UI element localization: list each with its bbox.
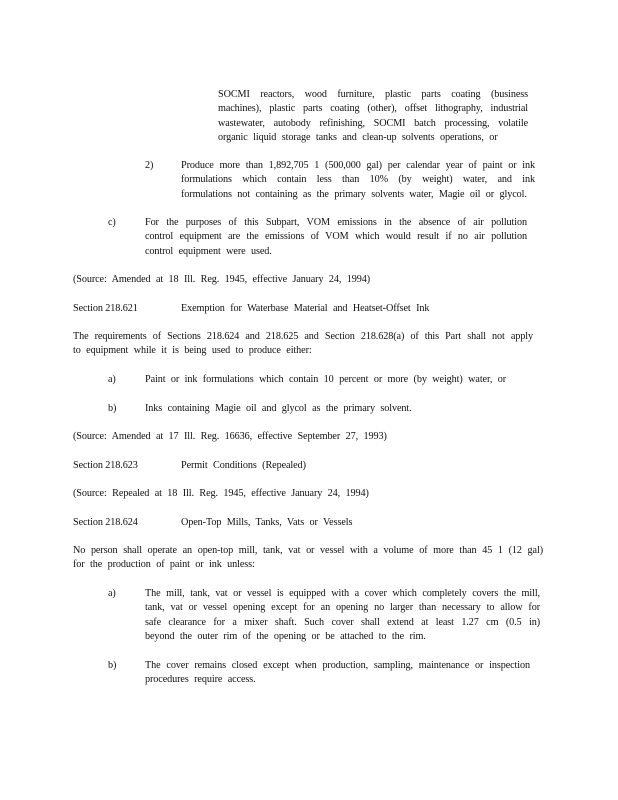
list-marker-a: a) <box>108 588 116 599</box>
source-note: (Source: Repealed at 18 Ill. Reg. 1945, effective January 24, 1994) <box>73 488 369 499</box>
section-paragraph: No person shall operate an open-top mill, tank, vat or vessel with a volume of more than 45 1 (12 gal) for the production of paint or ink unless: <box>73 545 543 571</box>
list-marker-b: b) <box>108 660 117 671</box>
section-number: Section 218.621 <box>73 303 138 314</box>
list-item-b-text: The cover remains closed except when production, sampling, maintenance or inspection procedures require access. <box>145 660 530 686</box>
list-item-a-text: Paint or ink formulations which contain 10 percent or more (by weight) water, or <box>145 374 507 385</box>
list-marker-c: c) <box>108 217 116 228</box>
list-item-2-text: Produce more than 1,892,705 1 (500,000 gal) per calendar year of paint or ink formulations which contain less than 10% (by weight) water, and ink formulations not containing as the primary solvents water, Magie oil or glycol. <box>181 160 535 200</box>
source-note: (Source: Amended at 18 Ill. Reg. 1945, effective January 24, 1994) <box>73 274 371 285</box>
section-title: Permit Conditions (Repealed) <box>181 460 306 471</box>
section-paragraph: The requirements of Sections 218.624 and 218.625 and Section 218.628(a) of this Part shall not apply to equipment while it is being used to produce either: <box>73 331 533 357</box>
continuation-text: SOCMI reactors, wood furniture, plastic parts coating (business machines), plastic parts coating (other), offset lithography, industrial wastewater, autobody refinishing, SOCMI batch processing, volatile organic liquid storage tanks and clean-up solvents operations, or <box>218 89 528 144</box>
section-number: Section 218.623 <box>73 460 138 471</box>
list-item-a-text: The mill, tank, vat or vessel is equipped with a cover which completely covers the mill, tank, vat or vessel opening except for an opening no larger than necessary to allow for safe clearance for a mixer shaft. Such cover shall extend at least 1.27 cm (0.5 in) beyond the outer rim of the opening or be attached to the rim. <box>145 588 540 643</box>
section-title: Exemption for Waterbase Material and Heatset-Offset Ink <box>181 303 430 314</box>
source-note: (Source: Amended at 17 Ill. Reg. 16636, effective September 27, 1993) <box>73 431 387 442</box>
list-marker-b: b) <box>108 403 117 414</box>
section-title: Open-Top Mills, Tanks, Vats or Vessels <box>181 517 353 528</box>
section-number: Section 218.624 <box>73 517 138 528</box>
list-marker-2: 2) <box>145 160 154 171</box>
list-item-b-text: Inks containing Magie oil and glycol as the primary solvent. <box>145 403 412 414</box>
list-item-c-text: For the purposes of this Subpart, VOM emissions in the absence of air pollution control equipment are the emissions of VOM which would result if no air pollution control equipment were used. <box>145 217 527 257</box>
list-marker-a: a) <box>108 374 116 385</box>
